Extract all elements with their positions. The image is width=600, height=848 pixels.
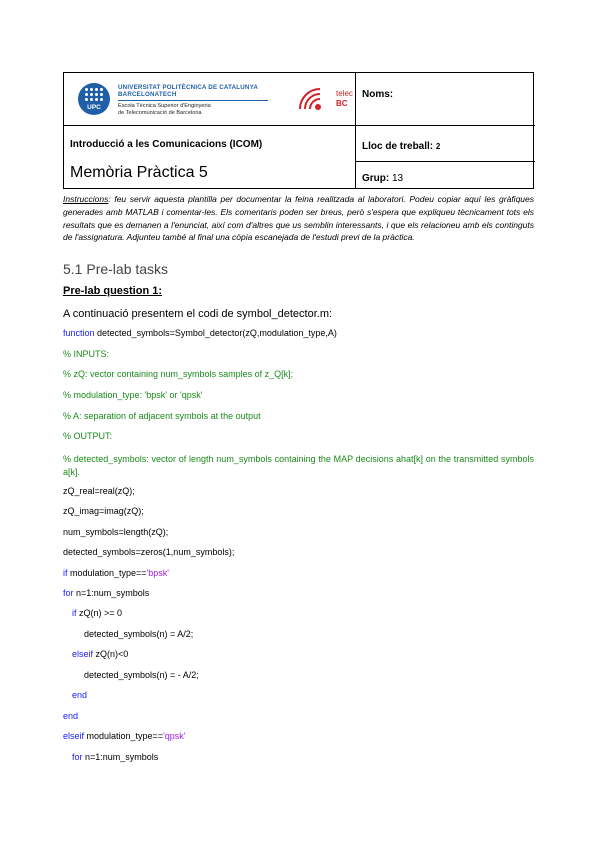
- instructions-paragraph: Instruccions: feu servir aquesta plantilla per documentar la feina realitzada al laboratori. Podeu copiar aquí les gràfiques generades amb MATLAB i comentar-les. Els comentaris poden ser breus, però s'espera que expliqueu tècnicament tots els resultats que es demanen a l'enunciat, així com d'altres que us semblin interessants, i que els relacioneu amb els continguts de l'assignatura. Adjunteu també al final una còpia escanejada de l'estudi previ de la pràctica.: [63, 194, 534, 243]
- practica-title: Memòria Pràctica 5: [70, 164, 208, 181]
- logo-cell: [64, 73, 355, 125]
- code-line: detected_symbols(n) = A/2;: [84, 629, 194, 639]
- course-title: Introducció a les Comunicacions (ICOM): [70, 139, 263, 150]
- upc-logo: UPC: [78, 83, 110, 115]
- code-line: elseif zQ(n)<0: [72, 649, 129, 659]
- header-table: [63, 72, 534, 189]
- code-line: for n=1:num_symbols: [72, 752, 159, 762]
- lloc-de-treball: Lloc de treball: 2: [362, 141, 441, 152]
- code-comment: % A: separation of adjacent symbols at the output: [63, 411, 261, 421]
- code-line: for n=1:num_symbols: [63, 588, 150, 598]
- school-name: Escola Tècnica Superior d'Enginyeria de Telecomunicació de Barcelona: [118, 103, 211, 116]
- code-comment: % INPUTS:: [63, 349, 110, 359]
- telecom-logo-icon: [296, 85, 326, 115]
- code-line: elseif modulation_type=='qpsk': [63, 731, 186, 741]
- code-line: function detected_symbols=Symbol_detector(zQ,modulation_type,A): [63, 328, 337, 338]
- university-name: UNIVERSITAT POLITÈCNICA DE CATALUNYA BARCELONATECH: [118, 84, 258, 98]
- code-line: num_symbols=length(zQ);: [63, 527, 169, 537]
- code-line: if zQ(n) >= 0: [72, 608, 123, 618]
- code-line: if modulation_type=='bpsk': [63, 568, 170, 578]
- code-comment: % modulation_type: 'bpsk' or 'qpsk': [63, 390, 203, 400]
- telecom-logo-text: telec BC: [336, 89, 353, 108]
- code-line: end: [72, 690, 88, 700]
- code-line: zQ_imag=imag(zQ);: [63, 506, 144, 516]
- section-title: 5.1 Pre-lab tasks: [63, 261, 169, 277]
- intro-text: A continuació presentem el codi de symbol_detector.m:: [63, 308, 333, 320]
- code-comment: % OUTPUT:: [63, 431, 113, 441]
- code-line: detected_symbols(n) = - A/2;: [84, 670, 199, 680]
- code-comment: % zQ: vector containing num_symbols samples of z_Q[k];: [63, 369, 294, 379]
- code-line: detected_symbols=zeros(1,num_symbols);: [63, 547, 235, 557]
- code-line: zQ_real=real(zQ);: [63, 486, 135, 496]
- noms-label: Noms:: [362, 89, 394, 100]
- grup: Grup: 13: [362, 173, 404, 184]
- code-comment: % detected_symbols: vector of length num_symbols containing the MAP decisions ahat[k] on the transmitted symbols a[k].: [63, 454, 534, 477]
- question-title: Pre-lab question 1:: [63, 285, 163, 297]
- code-line: end: [63, 711, 79, 721]
